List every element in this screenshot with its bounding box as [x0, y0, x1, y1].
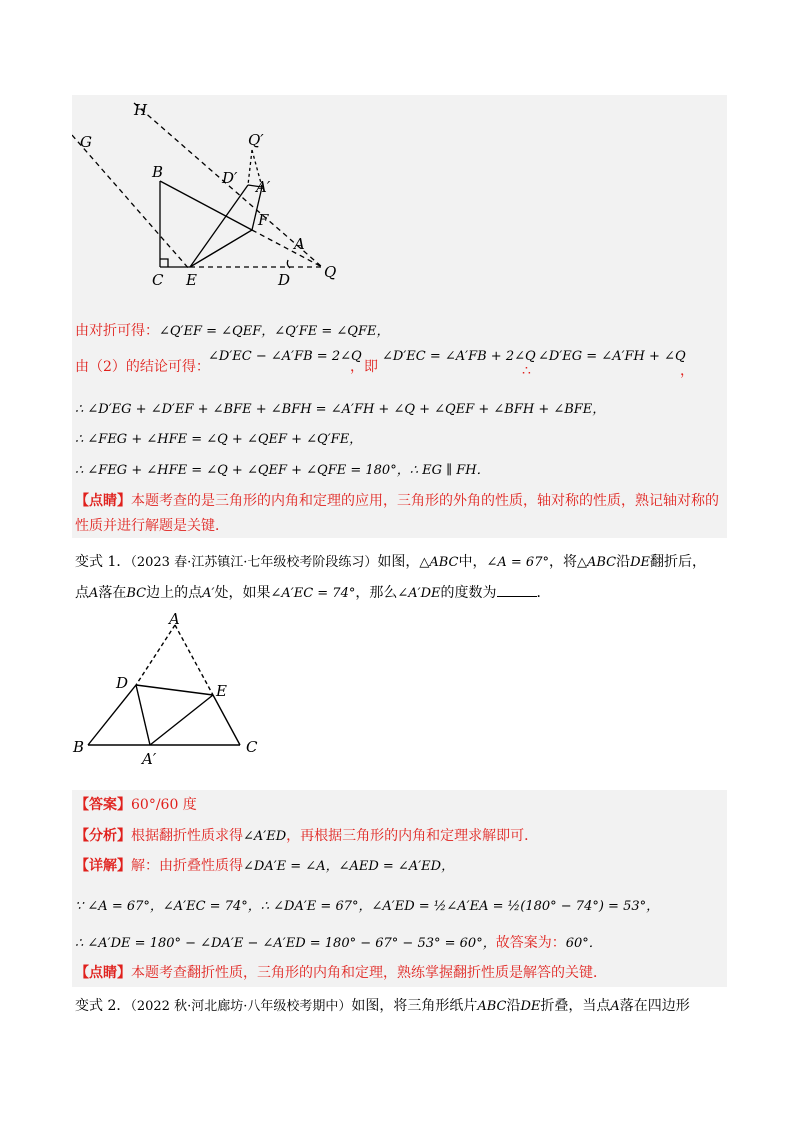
label-G: G [80, 133, 92, 151]
variant1-angle-a: ∠A = 67° [486, 555, 549, 570]
sol2-detail-tag: 【详解】 [75, 858, 131, 874]
label-Q: Q [324, 263, 337, 281]
sol1-line1-prefix: 由对折可得： [75, 323, 159, 339]
sol1-line5-formula: ∴ ∠FEG + ∠HFE = ∠Q + ∠QEF + ∠QFE = 180°，∴ EG ∥ FH． [75, 463, 490, 478]
variant2-number: 变式 2． [75, 998, 131, 1014]
sol1-line1 [75, 320, 389, 343]
solution-panel-2 [72, 790, 727, 987]
sol2-detail-formula: ∠DA′E = ∠A，∠AED = ∠A′ED， [243, 859, 455, 874]
variant1-text-g: 落在 [98, 585, 127, 601]
variant1-text-j: ，那么 [355, 585, 398, 601]
variant1-line1 [75, 551, 706, 574]
label-D-prime: D′ [222, 169, 238, 187]
sol1-line4 [75, 428, 362, 451]
sol1-line2-end: ， [680, 363, 694, 379]
variant1-point-a: A [89, 586, 99, 601]
variant1-text-c: ，将 [548, 554, 577, 570]
variant1-line2 [75, 582, 551, 605]
label-C: C [152, 271, 164, 289]
variant2-point-a: A [610, 999, 620, 1014]
variant1-number: 变式 1． [75, 554, 131, 570]
label-A-prime: A′ [256, 178, 271, 196]
variant1-text-h: 边上的点 [146, 585, 203, 601]
sol1-line3-formula: ∴ ∠D′EG + ∠D′EF + ∠BFE + ∠BFH = ∠A′FH + ∠Q + ∠QEF + ∠BFH + ∠BFE， [75, 402, 606, 417]
label-E: E [186, 271, 197, 289]
label-F: F [258, 211, 269, 229]
figure-fold-quadrilateral [72, 95, 372, 295]
variant1-text-a: 如图， [377, 554, 420, 570]
sol1-line4-formula: ∴ ∠FEG + ∠HFE = ∠Q + ∠QEF + ∠Q′FE， [75, 432, 363, 447]
fig2-label-A: A [169, 610, 180, 628]
sol2-analysis-formula: ∠A′ED [243, 829, 287, 844]
sol1-line5 [75, 459, 490, 482]
variant1-text-b: 中， [458, 554, 487, 570]
sol1-line2 [75, 356, 210, 378]
variant1-text-i: 处，如果 [214, 585, 271, 601]
sol1-line1-formula: ∠Q′EF = ∠QEF，∠Q′FE = ∠QFE， [159, 324, 390, 339]
variant2-source: （2022 秋·河北廊坊·八年级校考期中） [130, 999, 352, 1014]
sol2-comment [75, 962, 607, 984]
variant1-bc: BC [126, 586, 147, 601]
variant2-line1 [75, 995, 690, 1018]
sol1-line2-therefore: ∴ [522, 363, 531, 379]
sol1-line2-formula3: ∠D′EG = ∠A′FH + ∠Q [538, 349, 686, 364]
sol2-answer-text: 60°/60 度 [131, 797, 197, 813]
fig2-label-D: D [116, 674, 129, 692]
variant1-tri: △ABC [419, 555, 459, 570]
sol2-answer [75, 794, 197, 816]
sol2-answer-tag: 【答案】 [75, 797, 131, 813]
variant1-text-end: ． [536, 585, 551, 601]
sol2-therefore-formula: ∴ ∠A′DE = 180° − ∠DA′E − ∠A′ED = 180° − 67° − 53° = 60°， [75, 936, 496, 951]
fig2-label-E: E [216, 682, 227, 700]
sol2-comment-tag: 【点睛】 [75, 965, 131, 981]
sol2-therefore-text: 故答案为： [495, 935, 566, 951]
variant1-source: （2023 春·江苏镇江·七年级校考阶段练习） [130, 555, 378, 570]
sol2-comment-text: 本题考查翻折性质，三角形的内角和定理，熟练掌握翻折性质是解答的关键． [131, 965, 607, 981]
figure-fold-triangle [70, 610, 280, 770]
sol1-comment-tag: 【点睛】 [75, 493, 131, 509]
label-Q-prime: Q′ [248, 131, 264, 149]
variant1-point-a-prime: A′ [202, 586, 215, 601]
sol1-line3 [75, 398, 605, 421]
sol1-line2-mid: ，即 [350, 359, 378, 375]
sol2-analysis-tag: 【分析】 [75, 828, 131, 844]
variant2-text-b: 沿 [506, 998, 521, 1014]
variant1-text-f: 点 [75, 585, 89, 601]
sol2-detail [75, 855, 454, 878]
label-H: H [134, 101, 148, 119]
sol2-analysis-text-1: 根据翻折性质求得 [131, 828, 243, 844]
sol1-line2-prefix: 由（2）的结论可得： [75, 359, 210, 375]
label-D: D [278, 271, 291, 289]
fig2-label-B: B [73, 738, 85, 756]
variant1-angle-ade: ∠A′DE [397, 586, 441, 601]
sol1-comment-text: 本题考查的是三角形的内角和定理的应用，三角形的外角的性质，轴对称的性质，熟记轴对称的 [131, 493, 719, 509]
fig2-label-C: C [246, 738, 258, 756]
variant1-angle-aec: ∠A′EC = 74° [270, 586, 356, 601]
sol1-comment [75, 490, 719, 512]
variant1-de: DE [630, 555, 651, 570]
sol1-line2-formula1: ∠D′EC − ∠A′FB = 2∠Q [208, 349, 362, 364]
fig2-label-A-prime: A′ [142, 750, 157, 768]
variant2-abc: ABC [477, 999, 507, 1014]
variant2-text-d: 落在四边形 [619, 998, 690, 1014]
sol2-therefore [75, 932, 602, 955]
variant2-text-c: 折叠，当点 [540, 998, 611, 1014]
variant1-text-e: 翻折后， [650, 554, 707, 570]
sol2-because-formula: ∵ ∠A = 67°，∠A′EC = 74°，∴ ∠DA′E = 67°，∠A′ED = ½∠A′EA = ½(180° − 74°) = 53°， [75, 899, 660, 914]
variant1-text-d: 沿 [616, 554, 631, 570]
variant2-de: DE [520, 999, 541, 1014]
variant1-text-k: 的度数为 [440, 585, 497, 601]
sol2-therefore-answer: 60°． [565, 936, 602, 951]
label-B: B [152, 163, 164, 181]
sol2-analysis-text-2: ，再根据三角形的内角和定理求解即可． [286, 828, 539, 844]
label-A: A [294, 235, 305, 253]
sol1-line2-formula2: ∠D′EC = ∠A′FB + 2∠Q [382, 349, 536, 364]
sol2-because [75, 895, 659, 918]
sol2-detail-text: 解：由折叠性质得 [131, 858, 243, 874]
sol2-analysis [75, 825, 538, 848]
variant2-text-a: 如图，将三角形纸片 [351, 998, 478, 1014]
sol1-comment-cont: 性质并进行解题是关键． [75, 518, 229, 534]
answer-blank [497, 582, 537, 597]
variant1-tri2: △ABC [576, 555, 617, 570]
